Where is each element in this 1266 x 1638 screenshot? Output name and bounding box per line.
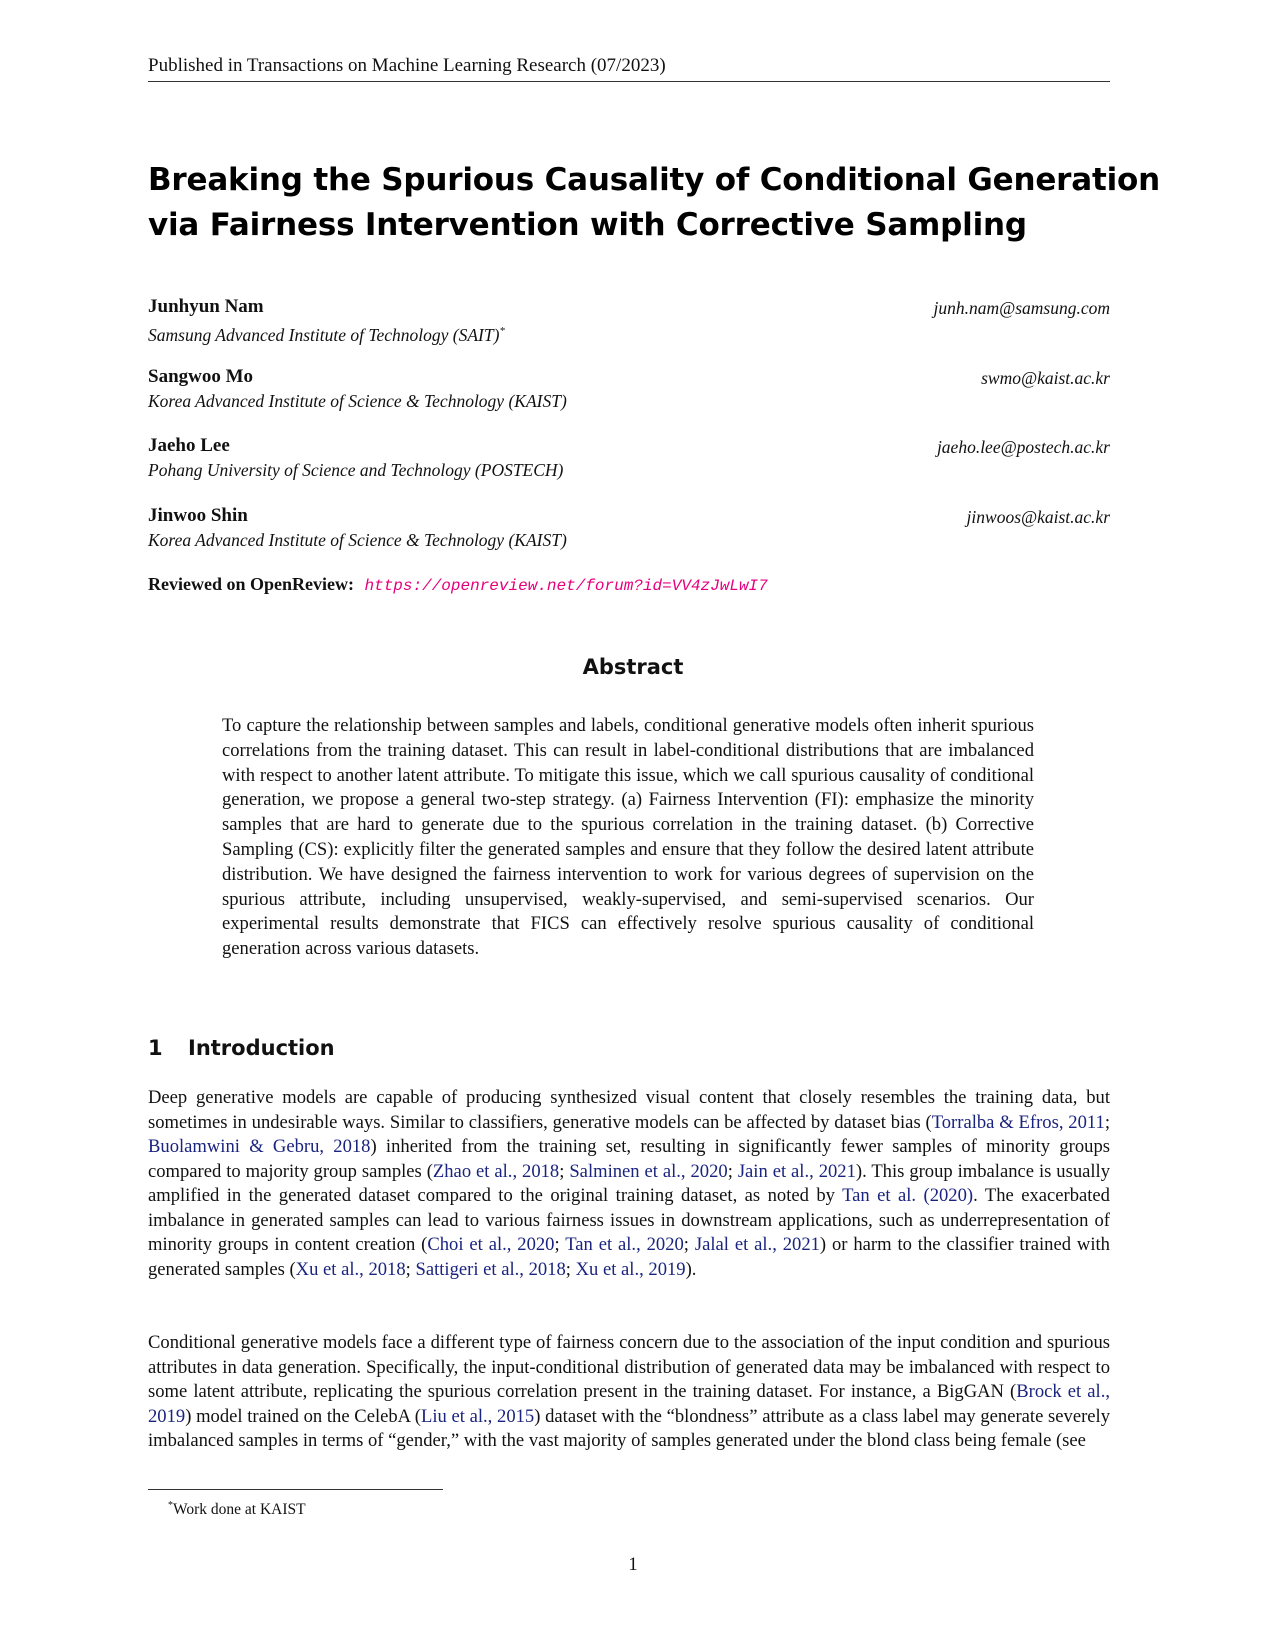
author-affiliation xyxy=(148,320,505,346)
intro-paragraph-1 xyxy=(148,1086,1110,1282)
abstract-heading: Abstract xyxy=(582,655,684,679)
section-number: 1 xyxy=(148,1036,163,1060)
reviewed-line xyxy=(148,573,768,597)
author-block xyxy=(148,366,1110,416)
footnote xyxy=(168,1496,306,1520)
author-name: Jaeho Lee xyxy=(148,435,230,456)
body-text: ; xyxy=(683,1234,695,1255)
citation-link[interactable]: Sattigeri et al., 2018 xyxy=(415,1258,566,1280)
author-email[interactable]: swmo@kaist.ac.kr xyxy=(981,368,1110,388)
body-text: Conditional generative models face a different type of fairness concern due to the association of the input condition and spurious attributes in data generation. Specifically, the input-conditional distribution of generated data may be imbalanced with respect to some latent attribute, replicating the spurious correlation present in the training dataset. For instance, a BigGAN ( xyxy=(148,1332,1110,1402)
citation-link[interactable]: Liu et al., 2015 xyxy=(420,1405,535,1427)
footnote-text: Work done at KAIST xyxy=(173,1501,306,1519)
body-text: ; xyxy=(559,1160,570,1182)
citation-link[interactable]: Buolamwini & Gebru, 2018 xyxy=(148,1136,371,1157)
paper-title xyxy=(148,158,1160,248)
footnote-mark: * xyxy=(168,1500,173,1511)
author-name: Junhyun Nam xyxy=(148,296,264,317)
section-heading-introduction xyxy=(148,1035,335,1061)
body-text: ; xyxy=(554,1234,566,1255)
body-text: ; xyxy=(565,1258,576,1280)
body-text: ; xyxy=(727,1160,738,1182)
title-line-2: via Fairness Intervention with Corrective Sampling xyxy=(148,207,1027,243)
body-text: ). This group imbalance is usually amplified in the generated dataset compared to the original training dataset, as noted by xyxy=(148,1160,1110,1206)
author-name: Sangwoo Mo xyxy=(148,366,254,387)
body-text: ; xyxy=(1104,1111,1110,1133)
body-text: Deep generative models are capable of producing synthesized visual content that closely resembles the training data, but sometimes in undesirable ways. Similar to classifiers, generative models can be affected by dataset bias ( xyxy=(148,1087,1110,1133)
citation-link[interactable]: Tan et al., 2020 xyxy=(565,1234,684,1255)
section-title: Introduction xyxy=(188,1036,335,1060)
footnote-mark: * xyxy=(499,325,505,337)
author-block xyxy=(148,505,1110,555)
footnote-rule xyxy=(148,1489,443,1490)
citation-link[interactable]: Salminen et al., 2020 xyxy=(569,1160,728,1182)
author-email[interactable]: jinwoos@kaist.ac.kr xyxy=(966,507,1110,527)
body-text: ) model trained on the CelebA ( xyxy=(185,1405,421,1427)
author-block xyxy=(148,435,1110,485)
citation-link[interactable]: Choi et al., 2020 xyxy=(427,1234,555,1255)
intro-paragraph-2 xyxy=(148,1331,1110,1454)
openreview-link[interactable]: https://openreview.net/forum?id=VV4zJwLwI7 xyxy=(364,577,768,595)
running-head: Published in Transactions on Machine Learning Research (07/2023) xyxy=(148,55,1110,82)
citation-link[interactable]: Tan et al. (2020) xyxy=(842,1185,974,1206)
body-text: ) dataset with the “blondness” attribute as a class label may generate severely imbalanced samples in terms of “gender,” with the vast majority of samples generated under the blond class being female (see xyxy=(148,1405,1110,1451)
citation-link[interactable]: Torralba & Efros, 2011 xyxy=(931,1111,1105,1133)
citation-link[interactable]: Xu et al., 2019 xyxy=(575,1258,686,1280)
citation-link[interactable]: Jalal et al., 2021 xyxy=(694,1234,820,1255)
citation-link[interactable]: Jain et al., 2021 xyxy=(737,1160,856,1182)
author-email[interactable]: jaeho.lee@postech.ac.kr xyxy=(936,437,1110,457)
author-email[interactable]: junh.nam@samsung.com xyxy=(933,298,1110,318)
body-text: ; xyxy=(405,1258,416,1280)
reviewed-label: Reviewed on OpenReview: xyxy=(148,574,354,594)
author-block xyxy=(148,296,1110,346)
title-line-1: Breaking the Spurious Causality of Conditional Generation xyxy=(148,162,1160,198)
author-affiliation: Pohang University of Science and Technology (POSTECH) xyxy=(148,460,564,480)
author-name: Jinwoo Shin xyxy=(148,505,248,526)
author-affiliation: Korea Advanced Institute of Science & Technology (KAIST) xyxy=(148,391,567,411)
citation-link[interactable]: Xu et al., 2018 xyxy=(295,1258,406,1280)
abstract-body: To capture the relationship between samples and labels, conditional generative models often inherit spurious correlations from the training dataset. This can result in label-conditional distributions that are imbalanced with respect to another latent attribute. To mitigate this issue, which we call spurious causality of conditional generation, we propose a general two-step strategy. (a) Fairness Intervention (FI): emphasize the minority samples that are hard to generate due to the spurious correlation in the training dataset. (b) Corrective Sampling (CS): explicitly filter the generated samples and ensure that they follow the desired latent attribute distribution. We have designed the fairness intervention to work for various degrees of supervision on the spurious attribute, including unsupervised, weakly-supervised, and semi-supervised scenarios. Our experimental results demonstrate that FICS can effectively resolve spurious causality of conditional generation across various datasets. xyxy=(222,715,1034,960)
affiliation-text: Samsung Advanced Institute of Technology (SAIT) xyxy=(148,324,500,345)
citation-link[interactable]: Zhao et al., 2018 xyxy=(432,1160,560,1182)
citation-link[interactable]: Brock et al., 2019 xyxy=(148,1381,1110,1427)
page-number: 1 xyxy=(628,1554,638,1575)
body-text: ) inherited from the training set, resulting in significantly fewer samples of minority groups compared to majority group samples ( xyxy=(148,1136,1110,1182)
author-affiliation: Korea Advanced Institute of Science & Technology (KAIST) xyxy=(148,530,567,550)
body-text: ). xyxy=(685,1258,697,1280)
body-text: ) or harm to the classifier trained with generated samples ( xyxy=(148,1234,1110,1280)
body-text: . The exacerbated imbalance in generated samples can lead to various fairness issues in downstream applications, such as underrepresentation of minority groups in content creation ( xyxy=(148,1185,1110,1255)
